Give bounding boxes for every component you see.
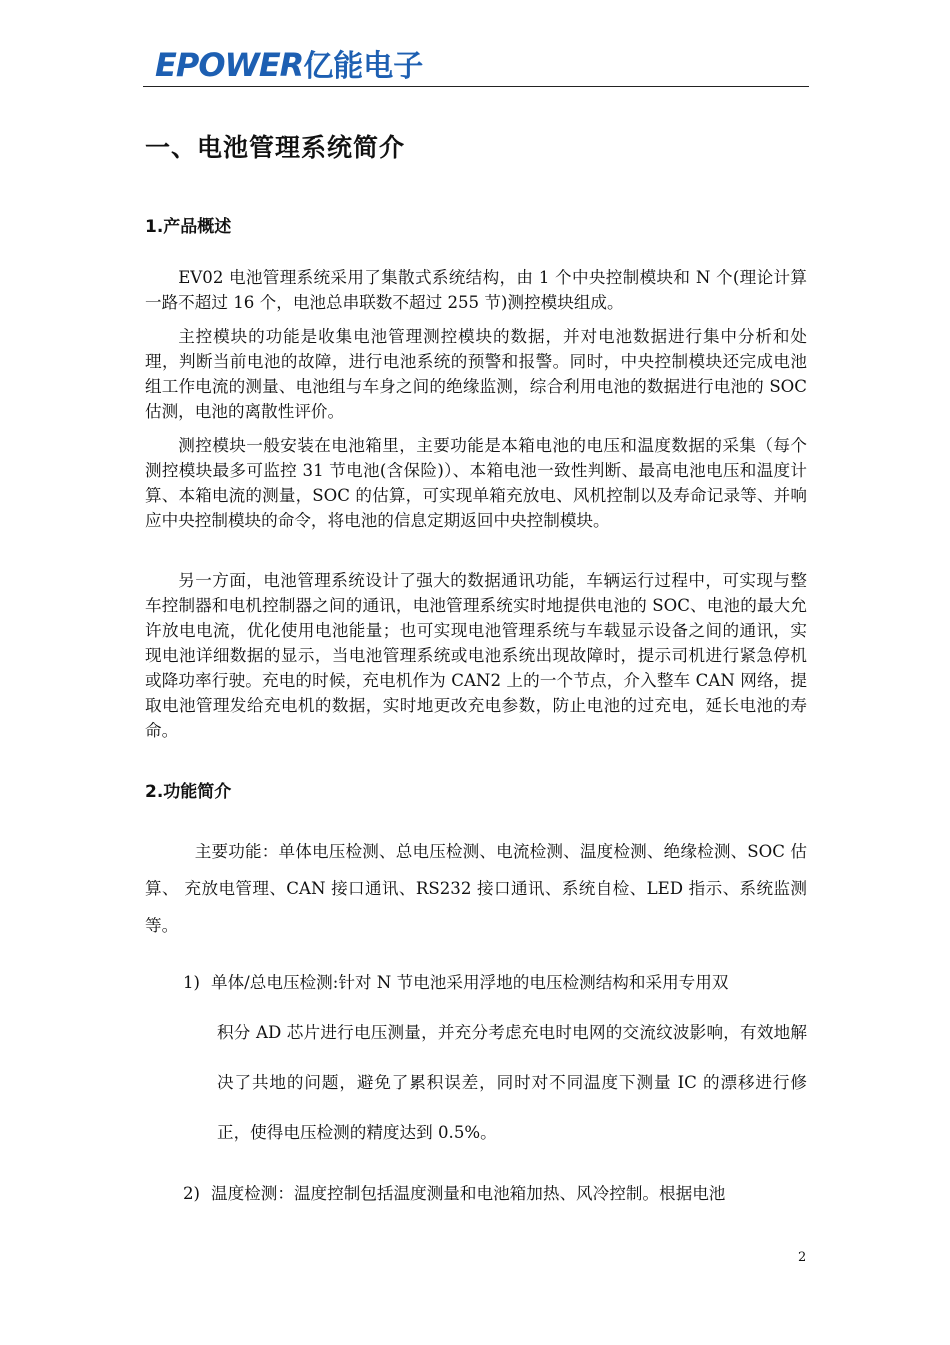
list-item-number: 1) [183, 973, 201, 992]
section1-paragraph-4: 另一方面，电池管理系统设计了强大的数据通讯功能，车辆运行过程中，可实现与整车控制器和电机控制器之间的通讯，电池管理系统实时地提供电池的 SOC、电池的最大允许放电电流，优化使用电池能量；也可实现电池管理系统与车载显示设备之间的通讯，实现电池详细数据的显示，当电池管理系统或电池系统出现故障时，提示司机进行紧急停机或降功率行驶。充电的时候，充电机作为 CAN2 上的一个节点，介入整车 CAN 网络，提取电池管理发给充电机的数据，实时地更改充电参数，防止电池的过充电，延长电池的寿命。 [145, 571, 807, 740]
section1-paragraph-3: 测控模块一般安装在电池箱里，主要功能是本箱电池的电压和温度数据的采集（每个测控模块最多可监控 31 节电池(含保险)）、本箱电池一致性判断、最高电池电压和温度计算、本箱电流的测量，SOC 的估算，可实现单箱充放电、风机控制以及寿命记录等、并响应中央控制模块的命令，将电池的信息定期返回中央控制模块。 [145, 436, 807, 530]
section1-paragraph-1: EV02 电池管理系统采用了集散式系统结构，由 1 个中央控制模块和 N 个(理论计算一路不超过 16 个，电池总串联数不超过 255 节)测控模块组成。 [145, 268, 807, 312]
section1-heading: 1.产品概述 [145, 217, 232, 237]
list-item-number: 2) [183, 1184, 201, 1203]
list-item-1 [183, 958, 807, 1008]
company-logo [155, 46, 423, 84]
page-header [143, 42, 809, 87]
logo-cjk-text: 亿能电子 [303, 49, 424, 84]
list-item-2 [183, 1169, 807, 1219]
page-number: 2 [798, 1250, 807, 1265]
section1-paragraph-2: 主控模块的功能是收集电池管理测控模块的数据，并对电池数据进行集中分析和处理，判断当前电池的故障，进行电池系统的预警和报警。同时，中央控制模块还完成电池组工作电流的测量、电池组与车身之间的绝缘监测，综合利用电池的数据进行电池的 SOC 估测，电池的离散性评价。 [145, 327, 807, 421]
list-item-first-line: 温度检测：温度控制包括温度测量和电池箱加热、风冷控制。根据电池 [211, 1184, 726, 1203]
list-item-1-continued: 积分 AD 芯片进行电压测量，并充分考虑充电时电网的交流纹波影响，有效地解决了共地的问题，避免了累积误差，同时对不同温度下测量 IC 的漂移进行修正，使得电压检测的精度达到 0.5%。 [217, 1023, 807, 1142]
section2-summary: 主要功能：单体电压检测、总电压检测、电流检测、温度检测、绝缘检测、SOC 估算、 充放电管理、CAN 接口通讯、RS232 接口通讯、系统自检、LED 指示、系统监测等。 [145, 842, 807, 935]
list-item-first-line: 单体/总电压检测:针对 N 节电池采用浮地的电压检测结构和采用专用双 [211, 973, 729, 992]
logo-latin-text: EPOWER [155, 46, 304, 84]
header-divider [143, 86, 809, 87]
page-title: 一、电池管理系统简介 [145, 133, 406, 162]
section2-heading: 2.功能简介 [145, 782, 232, 802]
